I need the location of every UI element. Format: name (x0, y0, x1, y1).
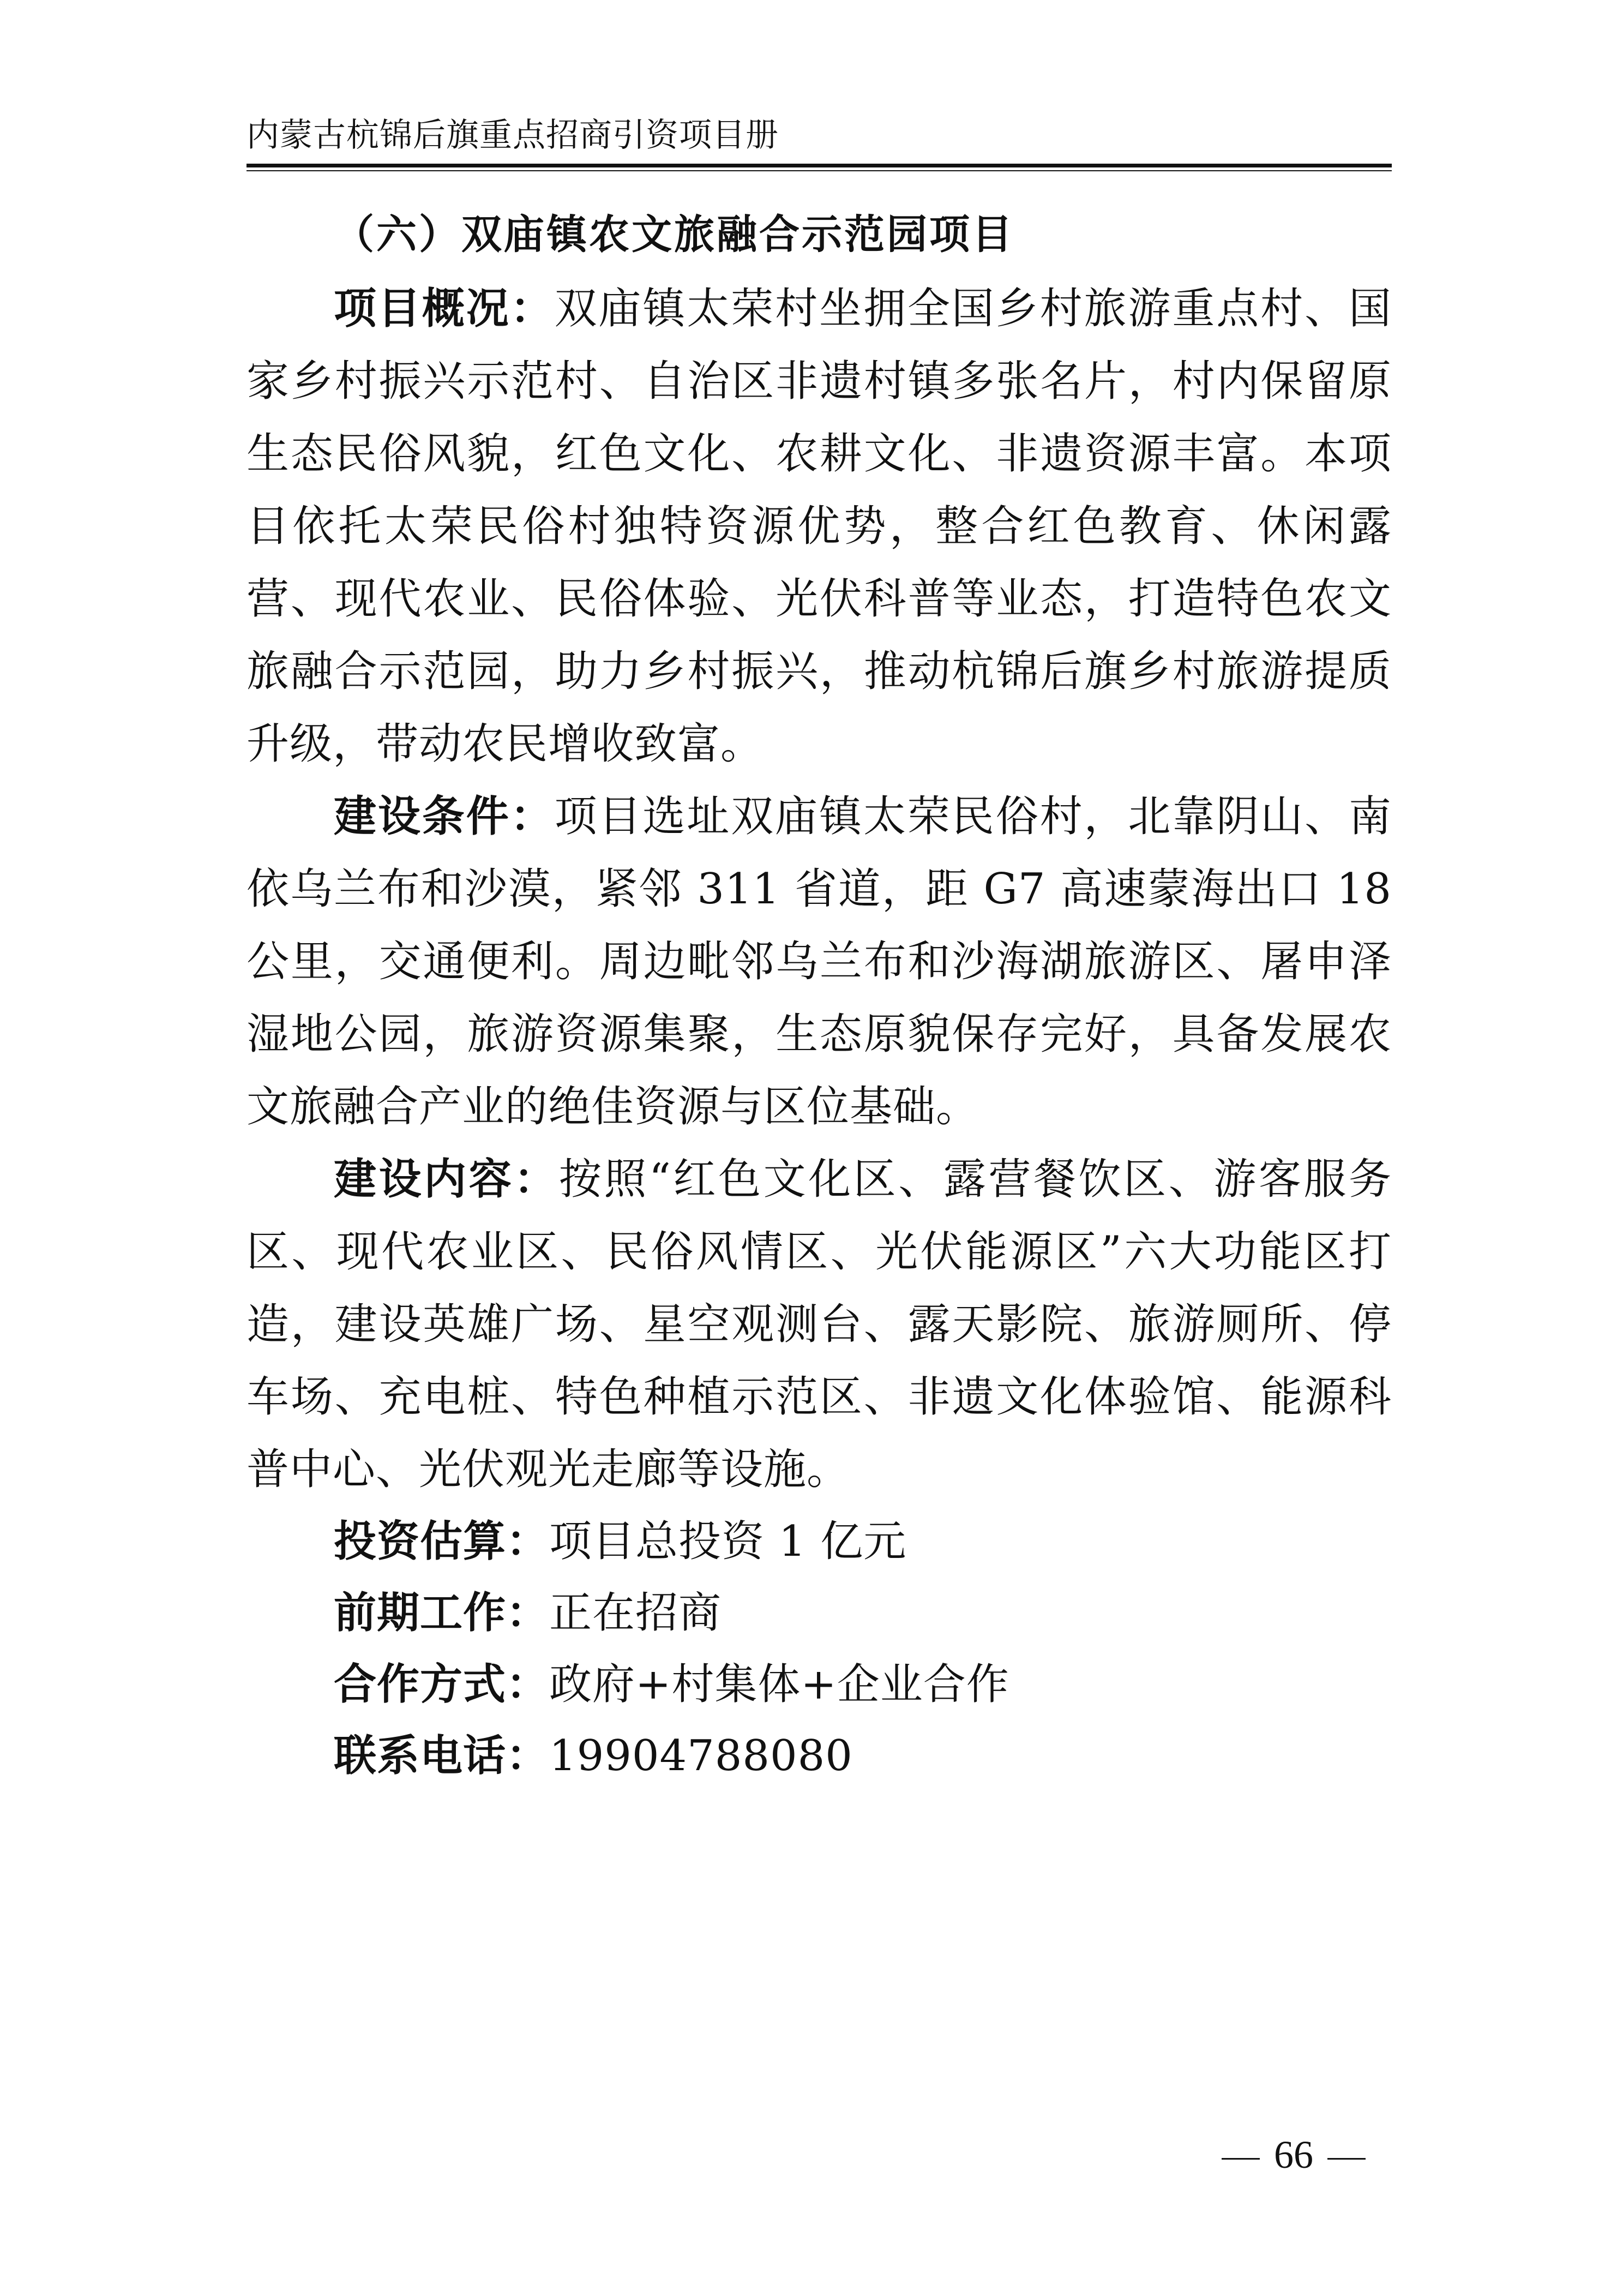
footer-dash-right (1327, 2158, 1366, 2160)
field-cooperation (247, 1649, 1392, 1720)
paragraph-colon: ： (510, 792, 555, 841)
paragraph-conditions (247, 781, 1392, 1143)
field-label: 联系电话 (334, 1731, 507, 1781)
header-rule-thin (247, 170, 1392, 171)
field-colon: ： (506, 1517, 550, 1566)
section-title: （六）双庙镇农文旅融合示范园项目 (334, 211, 1014, 258)
field-label: 合作方式 (334, 1660, 507, 1709)
field-value: 正在招商 (549, 1588, 722, 1638)
footer-dash-left (1222, 2158, 1260, 2160)
running-header (247, 113, 1392, 168)
field-preliminary-work (247, 1578, 1392, 1649)
running-header-title: 内蒙古杭锦后旗重点招商引资项目册 (247, 116, 779, 154)
paragraph-label: 建设内容 (334, 1155, 514, 1204)
paragraph-overview (247, 273, 1392, 781)
field-colon: ： (506, 1660, 550, 1709)
paragraph-label: 项目概况 (334, 284, 510, 333)
field-value: 项目总投资 1 亿元 (549, 1517, 907, 1566)
field-investment (247, 1506, 1392, 1578)
field-label: 投资估算 (334, 1517, 507, 1566)
paragraph-colon: ： (514, 1155, 559, 1204)
header-rule-thick (247, 164, 1392, 167)
paragraph-label: 建设条件 (334, 792, 510, 841)
field-value: 政府+村集体+企业合作 (549, 1660, 1009, 1709)
field-colon: ： (506, 1731, 550, 1781)
field-label: 前期工作 (334, 1588, 507, 1638)
field-phone (247, 1720, 1392, 1792)
page-footer (1222, 2127, 1396, 2182)
paragraph-construction (247, 1143, 1392, 1506)
paragraph-text: 双庙镇太荣村坐拥全国乡村旅游重点村、国家乡村振兴示范村、自治区非遗村镇多张名片，村内保留原生态民俗风貌，红色文化、农耕文化、非遗资源丰富。本项目依托太荣民俗村独特资源优势，整合红色教育、休闲露营、现代农业、民俗体验、光伏科普等业态，打造特色农文旅融合示范园，助力乡村振兴，推动杭锦后旗乡村旅游提质升级，带动农民增收致富。 (247, 284, 1392, 769)
paragraph-colon: ： (510, 284, 555, 333)
paragraph-text: 项目选址双庙镇太荣民俗村，北靠阴山、南依乌兰布和沙漠，紧邻 311 省道，距 G7 高速蒙海出口 18 公里，交通便利。周边毗邻乌兰布和沙海湖旅游区、屠申泽湿地公园，旅游资源集聚，生态原貌保存完好，具备发展农文旅融合产业的绝佳资源与区位基础。 (247, 792, 1392, 1131)
paragraph-text: 按照“红色文化区、露营餐饮区、游客服务区、现代农业区、民俗风情区、光伏能源区”六大功能区打造，建设英雄广场、星空观测台、露天影院、旅游厕所、停车场、充电桩、特色种植示范区、非遗文化体验馆、能源科普中心、光伏观光走廊等设施。 (247, 1155, 1392, 1494)
page-number: 66 (1274, 2133, 1313, 2177)
main-content (247, 196, 1392, 1792)
field-value: 19904788080 (549, 1731, 853, 1781)
field-colon: ： (506, 1588, 550, 1638)
